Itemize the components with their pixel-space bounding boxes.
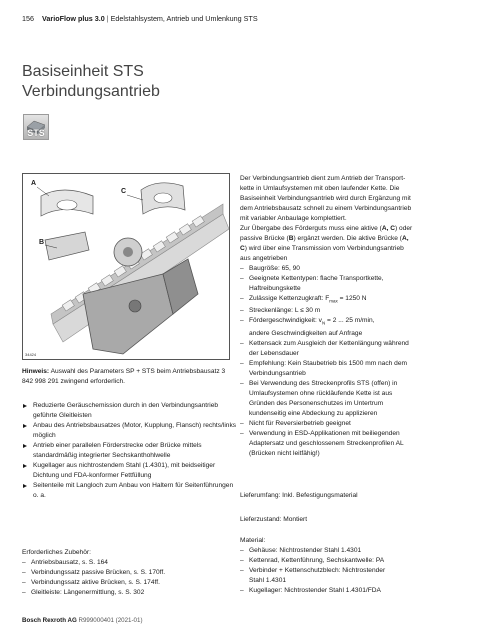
delivery-state: Lieferzustand: Montiert (240, 516, 308, 523)
spec-text: Verwendung in ESD-Applikationen mit beiliegenden (249, 429, 400, 437)
figure-label-a: A (31, 180, 37, 187)
spec-text: Kettensack zum Ausgleich der Kettenlängung während (249, 339, 409, 347)
spec-text: Fördergeschwindigkeit: v (249, 317, 322, 325)
company-name: Bosch Rexroth AG (22, 617, 77, 624)
list-item: – Gehäuse: Nichtrostender Stahl 1.4301 (240, 546, 460, 556)
list-item (240, 429, 460, 459)
bridge-line (240, 244, 460, 254)
list-item (240, 294, 460, 306)
list-item (240, 274, 460, 294)
list-item: Antrieb einer parallelen Förderstrecke oder Brücke mittels standardmäßig integrierter Sechskanthohlwelle (22, 441, 237, 461)
spec-text: kundenseitig eine Abdeckung zu applizieren (249, 409, 378, 417)
list-item: – Gleitleiste: Längenermittlung, s. S. 302 (22, 588, 237, 598)
bridge-ref: C (240, 245, 245, 252)
product-figure (22, 173, 230, 360)
list-item (240, 379, 460, 419)
intro-line: mit variabler Anbaulage komplettiert. (240, 215, 347, 222)
intro-line: dem Antriebsbausatz schnell zu einem Verbindungsantrieb (240, 205, 412, 212)
spec-text: Adaptersatz und geschlossenem Streckenprofilen AL (249, 439, 404, 447)
spec-text: Nicht für Reversierbetrieb geeignet (249, 419, 351, 427)
document-code: R999000401 (2021-01) (78, 617, 143, 624)
list-item: – Verbinder + Kettenschutzblech: Nichtrostender (240, 566, 460, 576)
accessories-title: Erforderliches Zubehör: (22, 549, 91, 556)
list-item: Seitenteile mit Langloch zum Anbau von Haltern für Seitenführungen o. a. (22, 481, 237, 501)
bridge-line (240, 234, 460, 244)
hint-label: Hinweis: (22, 368, 50, 375)
spec-subscript: max (329, 298, 338, 304)
list-item: – Kugellager: Nichtrostender Stahl 1.4301/FDA (240, 586, 460, 596)
spec-text: Baugröße: 65, 90 (249, 265, 300, 272)
badge-label: STS (27, 128, 45, 138)
bridge-text: passive Brücke ( (240, 235, 289, 242)
spec-text: (Brücken nicht leitfähig!) (249, 449, 320, 457)
material-title: Material: (240, 537, 266, 544)
spec-text: Empfehlung: Kein Staubetrieb bis 1500 mm nach dem (249, 359, 407, 367)
spec-text: Verbindungsantrieb (249, 369, 306, 377)
material-continuation: Stahl 1.4301 (249, 577, 287, 584)
spec-list (240, 264, 460, 459)
bridge-text: ) ergänzt werden. Die aktive Brücke ( (293, 235, 402, 242)
list-item (240, 306, 460, 316)
bridge-text: Zur Übergabe des Förderguts muss eine aktive ( (240, 225, 382, 232)
title-line-1: Basiseinheit STS (22, 63, 144, 80)
bridge-line (240, 224, 460, 234)
page-footer (22, 617, 143, 624)
title-line-2: Verbindungsantrieb (22, 83, 160, 100)
list-item (240, 339, 460, 359)
list-item (240, 359, 460, 379)
product-name: VarioFlow plus 3.0 (42, 14, 105, 23)
spec-text: Streckenlänge: L ≤ 30 m (249, 307, 321, 315)
header-separator: | (106, 14, 109, 23)
delivery-form: Lieferumfang: Inkl. Befestigungsmaterial (240, 492, 358, 499)
spec-text: Zulässige Kettenzugkraft: F (249, 295, 330, 302)
spec-text: Gründen des Personenschutzes im Untertrum (249, 399, 384, 407)
intro-line: kette in Umlaufsystemen mit oben laufender Kette. Die (240, 185, 400, 192)
spec-text: Umlaufsystemen ohne rückläufende Kette ist aus (249, 389, 393, 397)
list-item: – Kettenrad, Kettenführung, Sechskantwelle: PA (240, 556, 460, 566)
spec-text: der Lebensdauer (249, 349, 299, 357)
material-section (240, 536, 460, 596)
list-item: – Verbindungssatz aktive Brücken, s. S. 174ff. (22, 578, 237, 588)
list-item: Kugellager aus nichtrostendem Stahl (1.4301), mit beidseitiger Dichtung und FDA-konformer Fettfüllung (22, 461, 237, 481)
drive-unit-drawing (23, 174, 229, 359)
list-item (240, 316, 460, 338)
spec-text: Haftreibungskette (249, 285, 301, 292)
bridge-line: aus angetrieben (240, 255, 288, 262)
bridge-text: ) oder (395, 225, 413, 232)
figure-id: 34424 (25, 352, 37, 357)
list-item (240, 264, 460, 274)
bridge-ref: A, C (381, 225, 396, 232)
list-item: Reduzierte Geräuschemission durch in den Verbindungsantrieb geführte Gleitleisten (22, 401, 237, 421)
page-header (22, 14, 258, 23)
spec-text: = 2 ... 25 m/min, (325, 317, 375, 325)
sts-badge (23, 114, 49, 140)
spec-text: andere Geschwindigkeiten auf Anfrage (249, 329, 363, 337)
spec-text: Bei Verwendung des Streckenprofils STS (offen) in (249, 379, 398, 387)
intro-line: Basiseinheit Verbindungsantrieb wird durch Ergänzung mit (240, 195, 411, 202)
section-name: Edelstahlsystem, Antrieb und Umlenkung STS (110, 14, 258, 23)
spec-text: = 1250 N (337, 295, 367, 302)
accessories-section (22, 548, 237, 598)
bridge-ref: A, (402, 235, 409, 242)
list-item: – Verbindungssatz passive Brücken, s. S. 170ff. (22, 568, 237, 578)
bridge-ref: B (288, 235, 294, 242)
bridge-text: ) wird über eine Transmission vom Verbindungsantrieb (244, 245, 404, 252)
feature-list (22, 401, 237, 501)
list-item: – Antriebsbausatz, s. S. 164 (22, 558, 237, 568)
hint-paragraph (22, 367, 237, 387)
page-title (22, 62, 160, 102)
hint-text: Auswahl des Parameters SP + STS beim Antriebsbausatz 3 842 998 291 zwingend erforderlich. (22, 368, 226, 385)
spec-subscript: N (321, 320, 326, 326)
figure-label-b: B (39, 239, 45, 246)
figure-label-c: C (121, 188, 127, 195)
page-number: 156 (22, 14, 34, 23)
spec-text: Geeignete Kettentypen: flache Transportkette, (249, 275, 384, 282)
intro-line: Der Verbindungsantrieb dient zum Antrieb der Transport- (240, 175, 406, 182)
list-item-continuation (240, 576, 460, 586)
list-item: Anbau des Antriebsbausatzes (Motor, Kupplung, Flansch) rechts/links möglich (22, 421, 237, 441)
list-item (240, 419, 460, 429)
description-section (240, 174, 460, 459)
